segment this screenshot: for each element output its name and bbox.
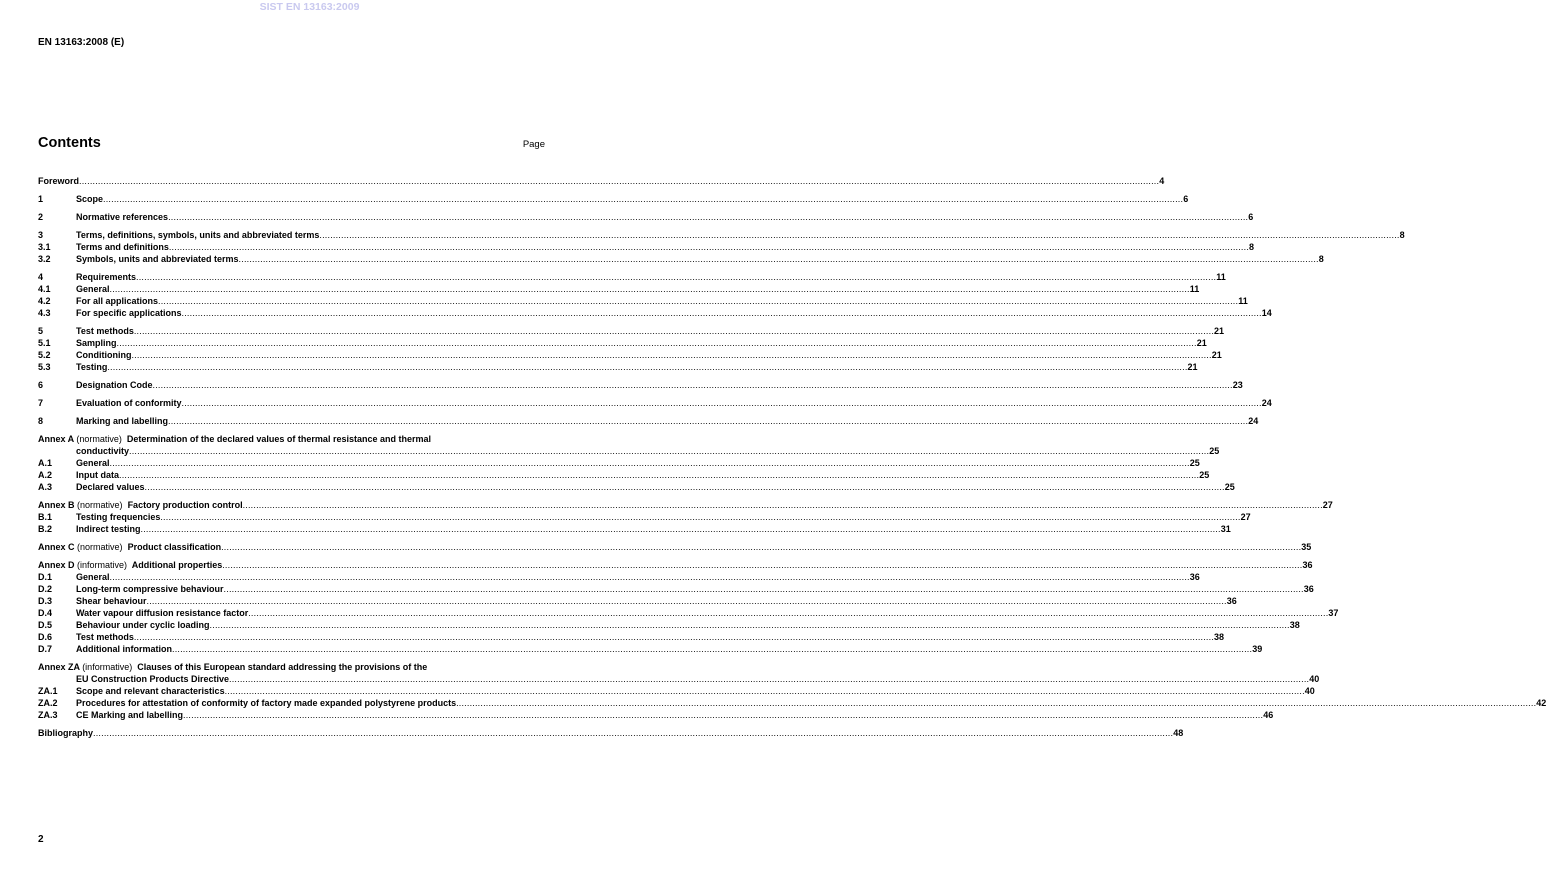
toc-entry[interactable]	[38, 583, 1314, 595]
toc-entry-title	[38, 661, 427, 673]
toc-entry-number: A.2	[38, 470, 53, 480]
toc-entry-page: 25	[1199, 470, 1210, 480]
dot-leader: ................................................................................................................................................................................................................................................................................................................................................................................................................	[319, 230, 1400, 240]
toc-entry-page: 21	[1214, 326, 1225, 336]
toc-entry-page: 4	[1159, 176, 1165, 186]
toc-entry-number: 8	[38, 416, 44, 426]
toc-entry-page: 36	[1226, 596, 1237, 606]
toc-entry-number: A.3	[38, 482, 53, 492]
table-of-contents	[38, 175, 1546, 739]
dot-leader: ................................................................................................................................................................................................................................................................................................................................................................................................................	[144, 482, 1225, 492]
toc-entry-number: 5.3	[38, 362, 51, 372]
toc-entry-number: D.4	[38, 608, 53, 618]
toc-entry-page: 40	[1304, 686, 1315, 696]
toc-entry-number: D.2	[38, 584, 53, 594]
toc-entry-title: Declared values	[76, 482, 145, 492]
toc-entry-page: 8	[1399, 230, 1405, 240]
toc-entry-page: 14	[1261, 308, 1272, 318]
toc-entry-number: 3.2	[38, 254, 51, 264]
toc-group	[38, 193, 1189, 205]
annex-title: Determination of the declared values of thermal resistance and thermal	[126, 434, 431, 444]
toc-entry-title: Testing frequencies	[76, 512, 161, 522]
toc-entry-number: A.1	[38, 458, 53, 468]
toc-entry[interactable]	[38, 631, 1225, 643]
toc-entry[interactable]	[38, 295, 1248, 307]
toc-entry[interactable]	[38, 283, 1200, 295]
toc-entry-number: 5	[38, 326, 44, 336]
dot-leader: ................................................................................................................................................................................................................................................................................................................................................................................................................	[168, 416, 1249, 426]
annex-type: (normative)	[77, 542, 123, 552]
toc-entry[interactable]	[38, 445, 1220, 457]
toc-entry[interactable]	[38, 271, 1226, 283]
annex-label: Annex C	[38, 542, 75, 552]
toc-entry-title: Designation Code	[76, 380, 153, 390]
toc-entry-page: 8	[1318, 254, 1324, 264]
document-header: EN 13163:2008 (E)	[38, 37, 125, 48]
toc-entry-number: D.7	[38, 644, 53, 654]
toc-entry-number: D.1	[38, 572, 53, 582]
dot-leader: ................................................................................................................................................................................................................................................................................................................................................................................................................	[136, 272, 1217, 282]
toc-entry[interactable]	[38, 499, 1333, 511]
dot-leader: ................................................................................................................................................................................................................................................................................................................................................................................................................	[229, 674, 1310, 684]
toc-entry[interactable]	[38, 511, 1251, 523]
toc-entry[interactable]	[38, 253, 1324, 265]
toc-entry-page: 27	[1240, 512, 1251, 522]
dot-leader: ................................................................................................................................................................................................................................................................................................................................................................................................................	[119, 470, 1200, 480]
annex-title: Clauses of this European standard addressing the provisions of the	[137, 662, 428, 672]
toc-entry[interactable]	[38, 559, 1313, 571]
dot-leader: ................................................................................................................................................................................................................................................................................................................................................................................................................	[158, 296, 1239, 306]
toc-entry-page: 25	[1189, 458, 1200, 468]
dot-leader: ................................................................................................................................................................................................................................................................................................................................................................................................................	[181, 398, 1262, 408]
toc-entry-title: Foreword	[38, 176, 80, 186]
toc-entry-page: 24	[1261, 398, 1272, 408]
toc-entry-title: Test methods	[76, 632, 134, 642]
toc-group	[38, 499, 1333, 535]
toc-entry-page: 38	[1214, 632, 1225, 642]
toc-entry-page: 35	[1301, 542, 1312, 552]
toc-entry-page: 36	[1189, 572, 1200, 582]
annex-type: (informative)	[77, 560, 128, 570]
toc-entry-title	[38, 499, 243, 511]
toc-entry-page: 11	[1216, 272, 1226, 282]
toc-entry-number: 5.2	[38, 350, 51, 360]
toc-group	[38, 541, 1312, 553]
toc-entry-page: 31	[1220, 524, 1231, 534]
toc-entry[interactable]	[38, 229, 1405, 241]
toc-entry-title: For all applications	[76, 296, 159, 306]
toc-entry-page: 25	[1224, 482, 1235, 492]
toc-entry-number: 4.2	[38, 296, 51, 306]
toc-entry-title: Symbols, units and abbreviated terms	[76, 254, 239, 264]
dot-leader: ................................................................................................................................................................................................................................................................................................................................................................................................................	[79, 176, 1160, 186]
toc-entry[interactable]	[38, 361, 1198, 373]
toc-entry[interactable]	[38, 523, 1231, 535]
toc-entry-number: 4.1	[38, 284, 51, 294]
dot-leader: ................................................................................................................................................................................................................................................................................................................................................................................................................	[238, 254, 1319, 264]
toc-group	[38, 433, 1235, 493]
toc-entry-title: Indirect testing	[76, 524, 141, 534]
toc-entry-number: 5.1	[38, 338, 51, 348]
dot-leader: ................................................................................................................................................................................................................................................................................................................................................................................................................	[168, 212, 1249, 222]
toc-entry-page: 23	[1232, 380, 1243, 390]
toc-entry-title	[38, 433, 431, 445]
toc-entry[interactable]	[38, 415, 1259, 427]
toc-entry-title	[38, 541, 221, 553]
toc-entry[interactable]	[38, 175, 1165, 187]
dot-leader: ................................................................................................................................................................................................................................................................................................................................................................................................................	[456, 698, 1537, 708]
dot-leader: ................................................................................................................................................................................................................................................................................................................................................................................................................	[183, 710, 1264, 720]
toc-entry[interactable]	[38, 685, 1315, 697]
annex-label: Annex ZA	[38, 662, 80, 672]
toc-group	[38, 727, 1184, 739]
dot-leader: ................................................................................................................................................................................................................................................................................................................................................................................................................	[133, 632, 1215, 642]
toc-entry-title: Terms and definitions	[76, 242, 169, 252]
toc-group	[38, 415, 1259, 427]
toc-entry-title: Test methods	[76, 326, 134, 336]
toc-entry[interactable]	[38, 619, 1300, 631]
toc-entry-page: 11	[1189, 284, 1200, 294]
toc-entry[interactable]	[38, 211, 1254, 223]
toc-entry-page: 46	[1263, 710, 1274, 720]
toc-entry-title: General	[76, 458, 110, 468]
toc-entry[interactable]	[38, 337, 1207, 349]
toc-entry-title: Testing	[76, 362, 108, 372]
dot-leader: ................................................................................................................................................................................................................................................................................................................................................................................................................	[223, 584, 1304, 594]
toc-entry[interactable]	[38, 595, 1237, 607]
toc-entry[interactable]	[38, 469, 1210, 481]
dot-leader: ................................................................................................................................................................................................................................................................................................................................................................................................................	[168, 242, 1250, 252]
toc-entry-number: 7	[38, 398, 44, 408]
toc-entry-page: 36	[1302, 560, 1313, 570]
toc-entry-page: 48	[1173, 728, 1184, 738]
toc-entry-number: 2	[38, 212, 44, 222]
annex-title: Product classification	[127, 542, 222, 552]
toc-entry-number: 4.3	[38, 308, 51, 318]
toc-entry-page: 24	[1248, 416, 1259, 426]
toc-entry[interactable]	[38, 571, 1200, 583]
toc-entry-page: 39	[1252, 644, 1263, 654]
toc-entry-page: 25	[1209, 446, 1220, 456]
toc-entry-title: Water vapour diffusion resistance factor	[76, 608, 249, 618]
dot-leader: ................................................................................................................................................................................................................................................................................................................................................................................................................	[133, 326, 1215, 336]
toc-entry-page: 21	[1196, 338, 1207, 348]
toc-entry-page: 36	[1303, 584, 1314, 594]
dot-leader: ................................................................................................................................................................................................................................................................................................................................................................................................................	[107, 362, 1188, 372]
toc-entry-number: 4	[38, 272, 44, 282]
dot-leader: ................................................................................................................................................................................................................................................................................................................................................................................................................	[109, 458, 1190, 468]
dot-leader: ................................................................................................................................................................................................................................................................................................................................................................................................................	[152, 380, 1233, 390]
toc-entry-title: Sampling	[76, 338, 117, 348]
toc-entry-title: Evaluation of conformity	[76, 398, 182, 408]
dot-leader: ................................................................................................................................................................................................................................................................................................................................................................................................................	[129, 446, 1210, 456]
toc-entry-title: Requirements	[76, 272, 137, 282]
toc-entry-title: Behaviour under cyclic loading	[76, 620, 210, 630]
dot-leader: ................................................................................................................................................................................................................................................................................................................................................................................................................	[224, 686, 1305, 696]
dot-leader: ................................................................................................................................................................................................................................................................................................................................................................................................................	[248, 608, 1329, 618]
toc-entry-number: 6	[38, 380, 44, 390]
toc-entry-number: D.5	[38, 620, 53, 630]
annex-title: Factory production control	[127, 500, 243, 510]
dot-leader: ................................................................................................................................................................................................................................................................................................................................................................................................................	[221, 542, 1302, 552]
toc-entry[interactable]	[38, 643, 1263, 655]
toc-entry[interactable]	[38, 673, 1320, 685]
toc-group	[38, 271, 1272, 319]
toc-entry[interactable]	[38, 457, 1200, 469]
dot-leader: ................................................................................................................................................................................................................................................................................................................................................................................................................	[146, 596, 1227, 606]
toc-entry-page: 6	[1248, 212, 1254, 222]
toc-entry-number: B.2	[38, 524, 53, 534]
toc-entry[interactable]	[38, 397, 1272, 409]
toc-entry-page: 8	[1249, 242, 1255, 252]
toc-group	[38, 325, 1225, 373]
toc-entry-title: CE Marking and labelling	[76, 710, 184, 720]
annex-title: Additional properties	[131, 560, 223, 570]
dot-leader: ................................................................................................................................................................................................................................................................................................................................................................................................................	[109, 284, 1190, 294]
toc-entry-title: General	[76, 572, 110, 582]
toc-entry-number: D.3	[38, 596, 53, 606]
dot-leader: ................................................................................................................................................................................................................................................................................................................................................................................................................	[140, 524, 1221, 534]
toc-entry-title: Bibliography	[38, 728, 94, 738]
toc-entry-number	[38, 673, 76, 685]
toc-entry-title: EU Construction Products Directive	[76, 674, 230, 684]
annex-label: Annex D	[38, 560, 75, 570]
dot-leader: ................................................................................................................................................................................................................................................................................................................................................................................................................	[93, 728, 1174, 738]
toc-entry-page: 21	[1187, 362, 1198, 372]
dot-leader: ................................................................................................................................................................................................................................................................................................................................................................................................................	[109, 572, 1190, 582]
toc-group	[38, 229, 1405, 265]
toc-entry-title: Normative references	[76, 212, 169, 222]
toc-entry[interactable]	[38, 241, 1255, 253]
toc-entry-title: Procedures for attestation of conformity of factory made expanded polystyrene products	[76, 698, 457, 708]
toc-group	[38, 661, 1546, 721]
dot-leader: ................................................................................................................................................................................................................................................................................................................................................................................................................	[172, 644, 1253, 654]
toc-entry-title: General	[76, 284, 110, 294]
watermark: SIST EN 13163:2009	[259, 1, 360, 13]
toc-entry-title: Input data	[76, 470, 119, 480]
toc-entry-number: 3.1	[38, 242, 51, 252]
toc-entry-number: 3	[38, 230, 44, 240]
toc-entry-title	[38, 559, 222, 571]
dot-leader: ................................................................................................................................................................................................................................................................................................................................................................................................................	[103, 194, 1184, 204]
annex-label: Annex A	[38, 434, 74, 444]
toc-entry-page: 40	[1309, 674, 1320, 684]
toc-entry[interactable]	[38, 541, 1312, 553]
toc-entry-title: Additional information	[76, 644, 172, 654]
toc-entry-page: 21	[1211, 350, 1222, 360]
toc-entry-page: 27	[1322, 500, 1333, 510]
toc-entry-title: Marking and labelling	[76, 416, 169, 426]
toc-entry-page: 11	[1238, 296, 1248, 306]
toc-entry-number: B.1	[38, 512, 53, 522]
toc-group	[38, 397, 1272, 409]
dot-leader: ................................................................................................................................................................................................................................................................................................................................................................................................................	[222, 560, 1303, 570]
dot-leader: ................................................................................................................................................................................................................................................................................................................................................................................................................	[116, 338, 1197, 348]
toc-entry-number: D.6	[38, 632, 53, 642]
toc-entry[interactable]	[38, 661, 545, 673]
toc-entry[interactable]	[38, 607, 1339, 619]
toc-entry[interactable]	[38, 307, 1272, 319]
toc-entry[interactable]	[38, 697, 1546, 709]
annex-type: (normative)	[76, 434, 122, 444]
toc-entry[interactable]	[38, 727, 1184, 739]
toc-entry[interactable]	[38, 349, 1222, 361]
toc-entry-page: 37	[1328, 608, 1339, 618]
toc-entry[interactable]	[38, 379, 1243, 391]
annex-label: Annex B	[38, 500, 75, 510]
toc-group	[38, 211, 1254, 223]
page-number: 2	[38, 834, 44, 845]
toc-entry-page: 6	[1183, 194, 1189, 204]
page-title: Contents	[38, 135, 101, 151]
toc-entry-number: 1	[38, 194, 44, 204]
toc-entry-number	[38, 445, 76, 457]
toc-entry-title: Scope and relevant characteristics	[76, 686, 225, 696]
toc-entry-page: 38	[1289, 620, 1300, 630]
toc-group	[38, 559, 1339, 655]
toc-entry-title: Shear behaviour	[76, 596, 147, 606]
dot-leader: ................................................................................................................................................................................................................................................................................................................................................................................................................	[242, 500, 1323, 510]
toc-entry-title: Terms, definitions, symbols, units and abbreviated terms	[76, 230, 320, 240]
toc-entry-number: ZA.1	[38, 686, 58, 696]
dot-leader: ................................................................................................................................................................................................................................................................................................................................................................................................................	[131, 350, 1212, 360]
dot-leader: ................................................................................................................................................................................................................................................................................................................................................................................................................	[181, 308, 1262, 318]
toc-group	[38, 175, 1165, 187]
dot-leader: ................................................................................................................................................................................................................................................................................................................................................................................................................	[160, 512, 1241, 522]
dot-leader: ................................................................................................................................................................................................................................................................................................................................................................................................................	[209, 620, 1290, 630]
toc-entry-page: 42	[1536, 698, 1546, 708]
toc-entry-title: Scope	[76, 194, 104, 204]
toc-entry-title: Long-term compressive behaviour	[76, 584, 224, 594]
annex-type: (normative)	[77, 500, 123, 510]
toc-group	[38, 379, 1243, 391]
toc-entry-title: For specific applications	[76, 308, 182, 318]
toc-entry-number: ZA.2	[38, 698, 58, 708]
toc-entry[interactable]	[38, 709, 1274, 721]
toc-entry[interactable]	[38, 481, 1235, 493]
annex-type: (informative)	[82, 662, 133, 672]
toc-entry-number: ZA.3	[38, 710, 58, 720]
page-column-label: Page	[522, 139, 545, 150]
toc-entry[interactable]	[38, 433, 545, 445]
toc-entry-title: Conditioning	[76, 350, 132, 360]
toc-entry[interactable]	[38, 193, 1189, 205]
toc-entry[interactable]	[38, 325, 1225, 337]
toc-entry-title: conductivity	[76, 446, 130, 456]
